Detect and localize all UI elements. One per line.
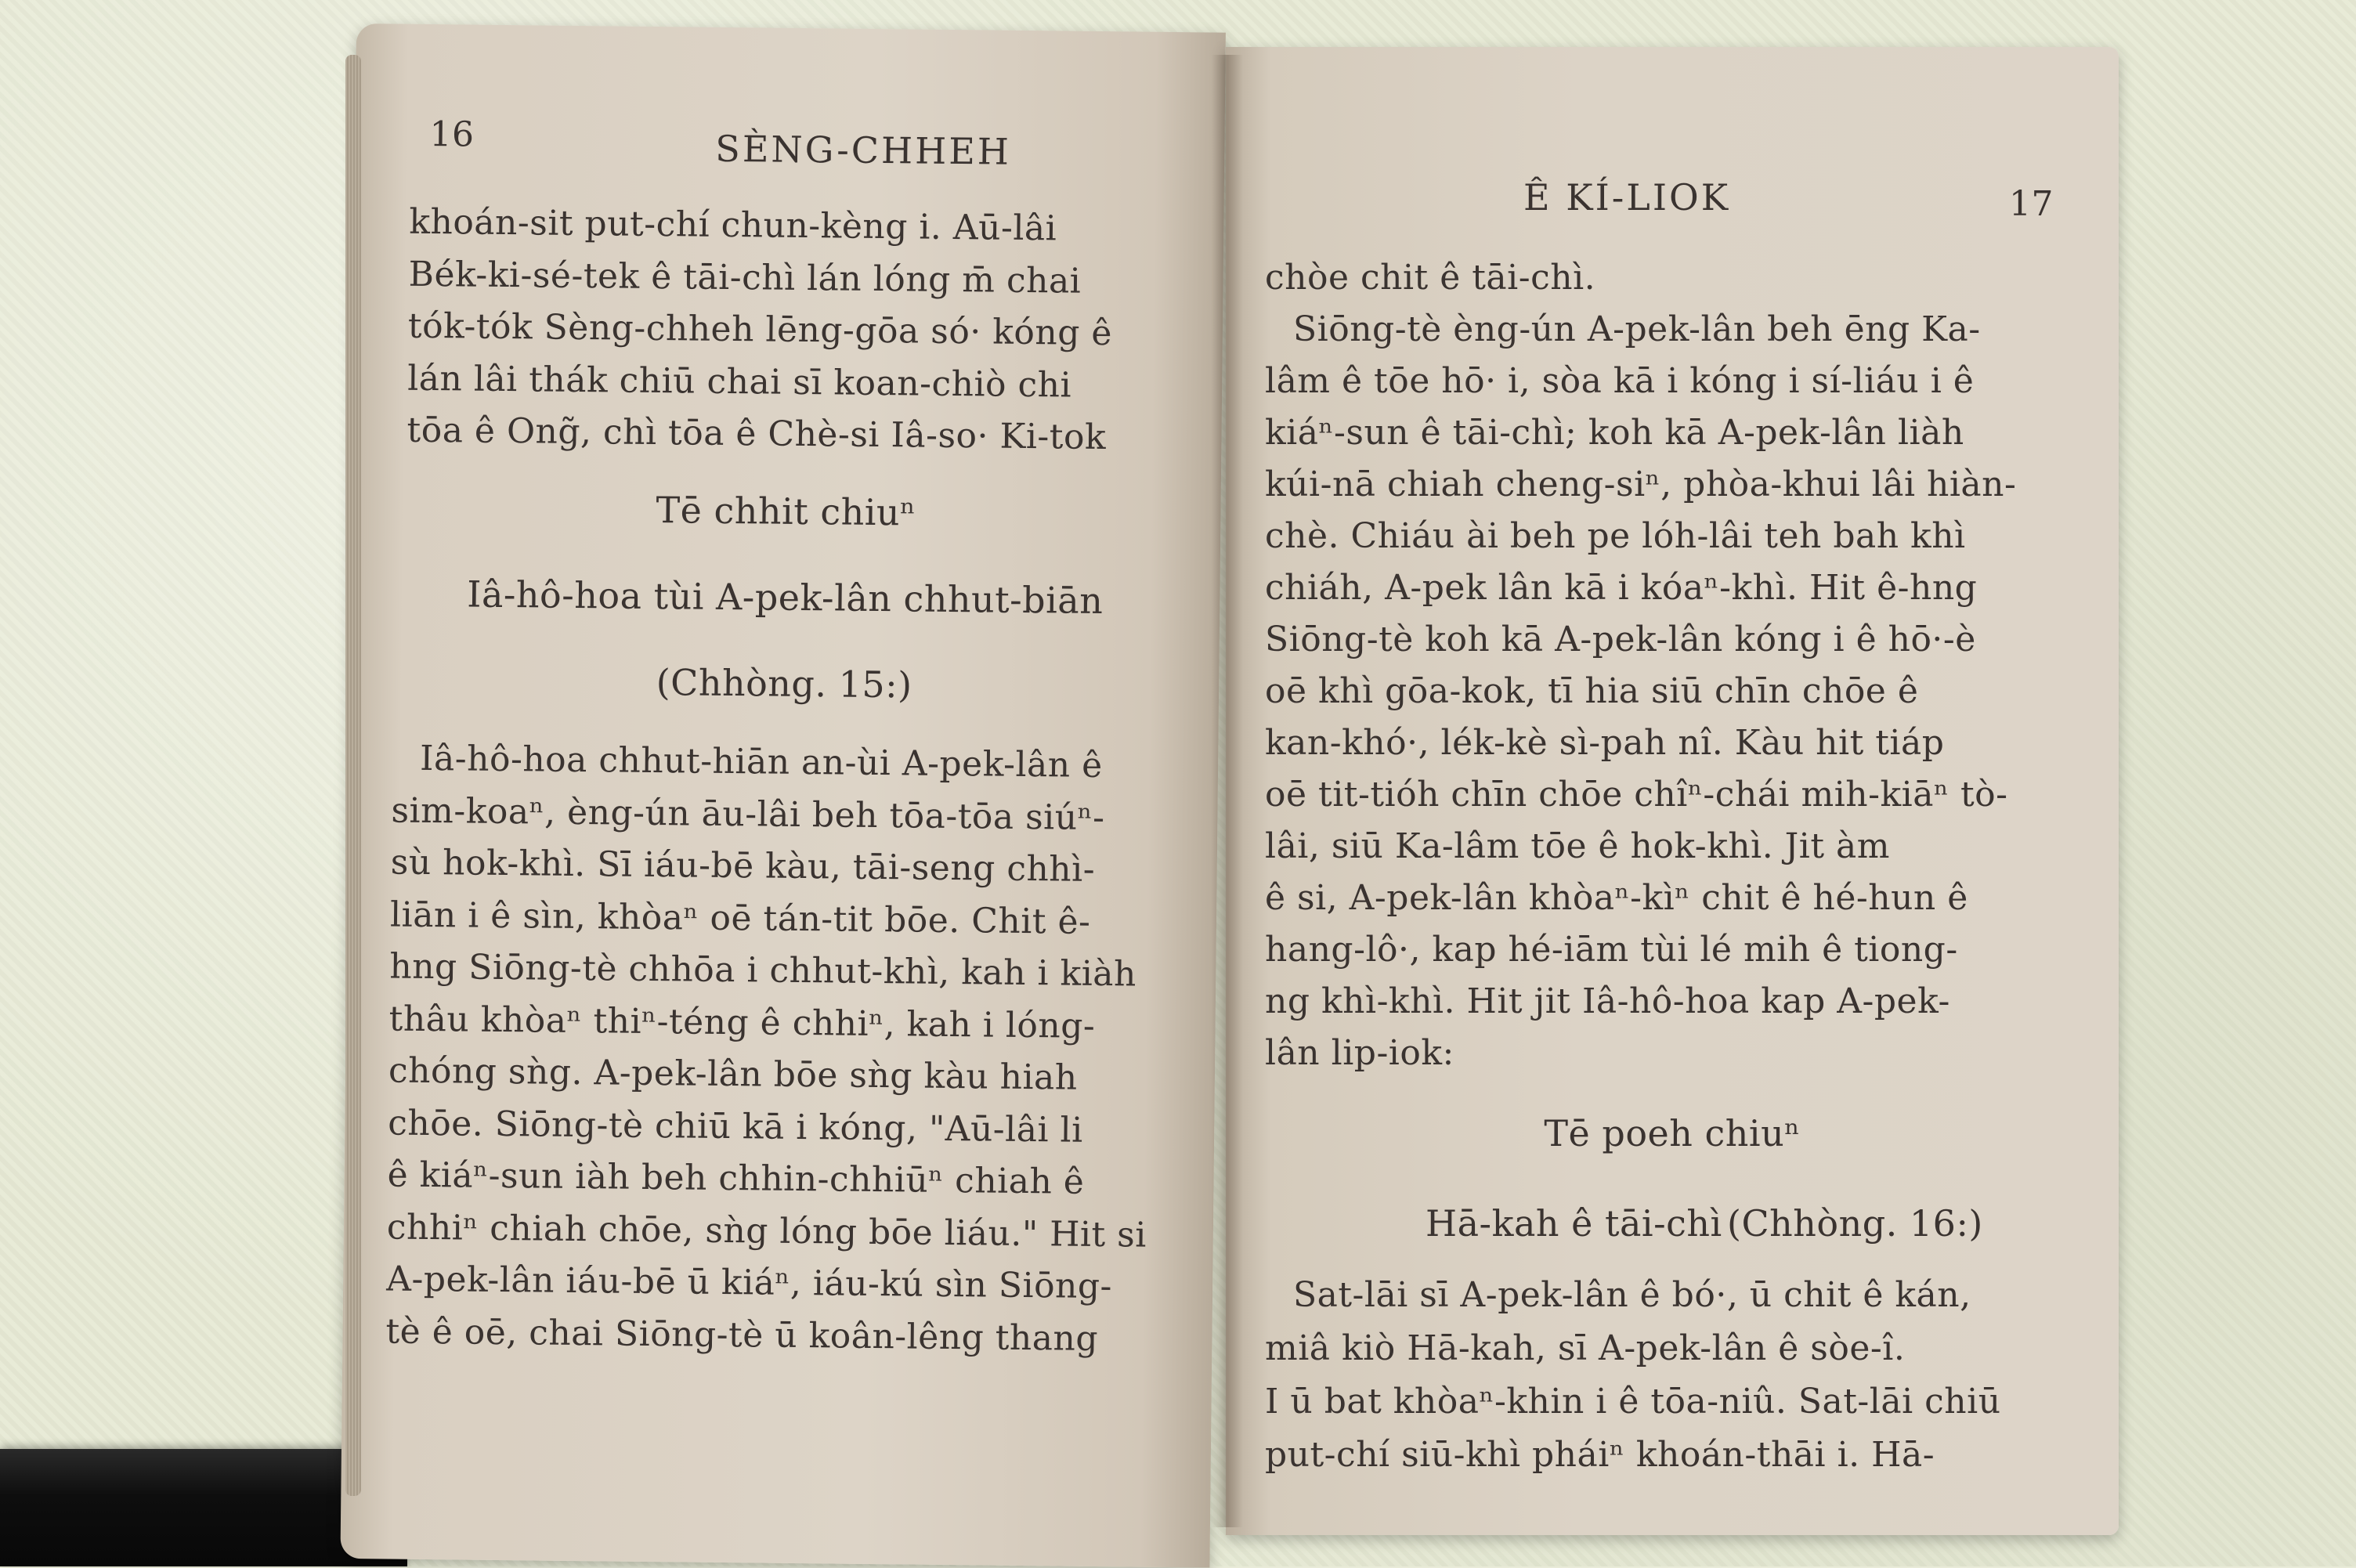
right-page-number: 17: [2009, 184, 2054, 224]
right-chapter-title: Tē poeh chiuⁿ: [1544, 1112, 1801, 1154]
text-line: ng khì-khì. Hit jit Iâ-hô-hoa kap A-pek-: [1265, 981, 1950, 1021]
text-line: I ū bat khòaⁿ-khin i ê tōa-niû. Sat-lāi chiū: [1265, 1382, 2001, 1422]
text-line: tè ê oē, chai Siōng-tè ū koân-lêng thang: [385, 1310, 1099, 1359]
text-line: chiáh, A-pek lân kā i kóaⁿ-khì. Hit ê-hng: [1265, 568, 1978, 608]
left-page-number: 16: [429, 114, 475, 155]
text-line: hang-lô·, kap hé-iām tùi lé mih ê tiong-: [1265, 930, 1958, 970]
text-line: lán lâi thák chiū chai sī koan-chiò chi: [407, 358, 1072, 406]
right-page: [1226, 47, 2119, 1535]
text-line: lâi, siū Ka-lâm tōe ê hok-khì. Jit àm: [1265, 826, 1890, 866]
book-spine-shadow: [1212, 55, 1243, 1527]
text-line: Sat-lāi sī A-pek-lân ê bó·, ū chit ê kán,: [1293, 1275, 1971, 1315]
right-chapter-ref: (Chhòng. 16:): [1727, 1202, 1983, 1245]
text-line: miâ kiò Hā-kah, sī A-pek-lân ê sòe-î.: [1265, 1328, 1906, 1368]
text-line: chóng sǹg. A-pek-lân bōe sǹg kàu hiah: [388, 1050, 1078, 1098]
text-line: chòe chit ê tāi-chì.: [1265, 258, 1596, 298]
text-line: kiáⁿ-sun ê tāi-chì; koh kā A-pek-lân liàh: [1265, 413, 1964, 453]
text-line: Siōng-tè koh kā A-pek-lân kóng i ê hō·-è: [1265, 620, 1976, 659]
left-text-top: [407, 197, 1114, 464]
text-line: sim-koaⁿ, èng-ún āu-lâi beh tōa-tōa siúⁿ-: [391, 790, 1105, 838]
text-line: Bék-ki-sé-tek ê tāi-chì lán lóng m̄ chai: [408, 254, 1082, 302]
left-section-title: Iâ-hô-hoa tùi A-pek-lân chhut-biān: [467, 573, 1104, 623]
text-line: oē khì gōa-kok, tī hia siū chīn chōe ê: [1265, 671, 1919, 711]
text-line: liān i ê sìn, khòaⁿ oē tán-tit bōe. Chit ê-: [389, 894, 1091, 942]
open-book: [356, 23, 2119, 1559]
left-chapter-ref: (Chhòng. 15:): [656, 661, 912, 706]
text-line: ê kiáⁿ-sun iàh beh chhin-chhiūⁿ chiah ê: [387, 1154, 1085, 1202]
text-line: lân lip-iok:: [1265, 1033, 1454, 1073]
text-line: thâu khòaⁿ thiⁿ-téng ê chhiⁿ, kah i lóng-: [388, 999, 1096, 1046]
text-line: chhiⁿ chiah chōe, sǹg lóng bōe liáu." Hit si: [386, 1206, 1147, 1255]
left-chapter-title: Tē chhit chiuⁿ: [656, 489, 916, 534]
text-line: sù hok-khì. Sī iáu-bē kàu, tāi-seng chhì-: [390, 842, 1096, 890]
right-running-head: Ê KÍ-LIOK: [1523, 176, 1731, 219]
text-line: Siōng-tè èng-ún A-pek-lân beh ēng Ka-: [1293, 309, 1981, 349]
right-text-bottom: [1265, 1269, 2001, 1482]
left-running-head: SÈNG-CHHEH: [715, 127, 1012, 173]
text-line: kan-khó·, lék-kè sì-pah nî. Kàu hit tiáp: [1265, 723, 1945, 763]
right-text-top: [1265, 252, 2016, 1079]
text-line: hng Siōng-tè chhōa i chhut-khì, kah i kiàh: [389, 946, 1137, 995]
book-page-edges: [345, 55, 361, 1496]
left-page: [340, 23, 1225, 1568]
text-line: put-chí siū-khì pháiⁿ khoán-thāi i. Hā-: [1265, 1435, 1935, 1475]
text-line: A-pek-lân iáu-bē ū kiáⁿ, iáu-kú sìn Siōng-: [385, 1259, 1113, 1307]
text-line: oē tit-tióh chīn chōe chîⁿ-chái mih-kiāⁿ tò-: [1265, 775, 2008, 815]
text-line: khoán-sit put-chí chun-kèng i. Aū-lâi: [409, 201, 1057, 249]
text-line: lâm ê tōe hō· i, sòa kā i kóng i sí-liáu i ê: [1265, 361, 1975, 401]
text-line: kúi-nā chiah cheng-siⁿ, phòa-khui lâi hiàn-: [1265, 464, 2017, 504]
text-line: tók-tók Sèng-chheh lēng-gōa só· kóng ê: [407, 305, 1113, 354]
text-line: ê si, A-pek-lân khòaⁿ-kìⁿ chit ê hé-hun ê: [1265, 878, 1968, 918]
text-line: chè. Chiáu ài beh pe lóh-lâi teh bah khì: [1265, 516, 1966, 556]
text-line: chōe. Siōng-tè chiū kā i kóng, "Aū-lâi li: [388, 1103, 1083, 1151]
right-section-title: Hā-kah ê tāi-chì: [1426, 1202, 1722, 1245]
text-line: tōa ê Ong̃, chì tōa ê Chè-si Iâ-so· Ki-tok: [407, 410, 1107, 458]
text-line: Iâ-hô-hoa chhut-hiān an-ùi A-pek-lân ê: [419, 738, 1103, 786]
left-text-bottom: [385, 733, 1151, 1366]
